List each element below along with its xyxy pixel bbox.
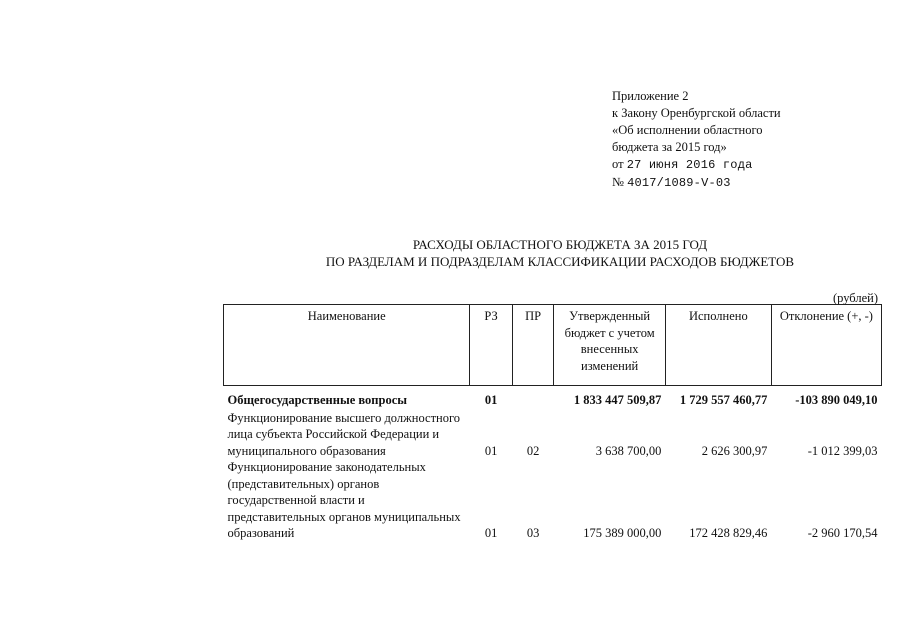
appendix-line-1: Приложение 2: [612, 89, 689, 103]
date-prefix: от: [612, 157, 624, 171]
row-rz: 01: [484, 526, 498, 540]
row-deviation: -1 012 399,03: [807, 443, 878, 458]
row-pr: [512, 386, 554, 410]
table-header-row: [224, 305, 882, 386]
appendix-header: [612, 88, 781, 192]
expenses-table: [223, 304, 882, 542]
appendix-line-4: бюджета за 2015 год»: [612, 140, 727, 154]
row-pr: 02: [526, 443, 540, 458]
header-executed: Исполнено: [665, 305, 771, 386]
title-line-1: РАСХОДЫ ОБЛАСТНОГО БЮДЖЕТА ЗА 2015 ГОД: [412, 237, 708, 252]
row-approved: 175 389 000,00: [583, 526, 662, 540]
row-name: Функционирование высшего должностного лица субъекта Российской Федерации и муниципального образования: [227, 410, 461, 458]
appendix-line-2: к Закону Оренбургской области: [612, 106, 781, 120]
number-value: 4017/1089-V-03: [627, 176, 731, 190]
number-prefix: №: [612, 175, 624, 189]
row-approved: 3 638 700,00: [595, 443, 662, 458]
appendix-number: [612, 174, 781, 192]
row-rz: 01: [484, 443, 498, 458]
title-line-2: ПО РАЗДЕЛАМ И ПОДРАЗДЕЛАМ КЛАССИФИКАЦИИ РАСХОДОВ БЮДЖЕТОВ: [325, 254, 795, 269]
row-executed: 2 626 300,97: [701, 443, 768, 458]
row-executed: 1 729 557 460,77: [679, 393, 768, 407]
table-row: [224, 410, 882, 460]
unit-label: (рублей): [832, 291, 878, 305]
header-name: Наименование: [224, 305, 470, 386]
table-row: [224, 459, 882, 542]
header-deviation: Отклонение (+, -): [771, 305, 881, 386]
row-approved: 1 833 447 509,87: [573, 393, 662, 407]
row-deviation: -103 890 049,10: [795, 393, 878, 407]
appendix-line-3: «Об исполнении областного: [612, 123, 763, 137]
row-deviation: -2 960 170,54: [807, 526, 878, 540]
document-title: [220, 236, 900, 270]
table-row: [224, 386, 882, 410]
header-rz: РЗ: [470, 305, 512, 386]
date-value: 27 июня 2016 года: [626, 158, 753, 172]
row-name: Общегосударственные вопросы: [227, 393, 408, 407]
appendix-date: [612, 156, 781, 174]
row-name: Функционирование законодательных (представительных) органов государственной власти и представительных органов муниципальных образований: [227, 460, 461, 540]
header-approved: Утвержденный бюджет с учетом внесенных изменений: [554, 305, 665, 386]
header-pr: ПР: [512, 305, 554, 386]
row-pr: 03: [526, 526, 540, 540]
row-rz: 01: [484, 393, 498, 407]
row-executed: 172 428 829,46: [689, 526, 768, 540]
